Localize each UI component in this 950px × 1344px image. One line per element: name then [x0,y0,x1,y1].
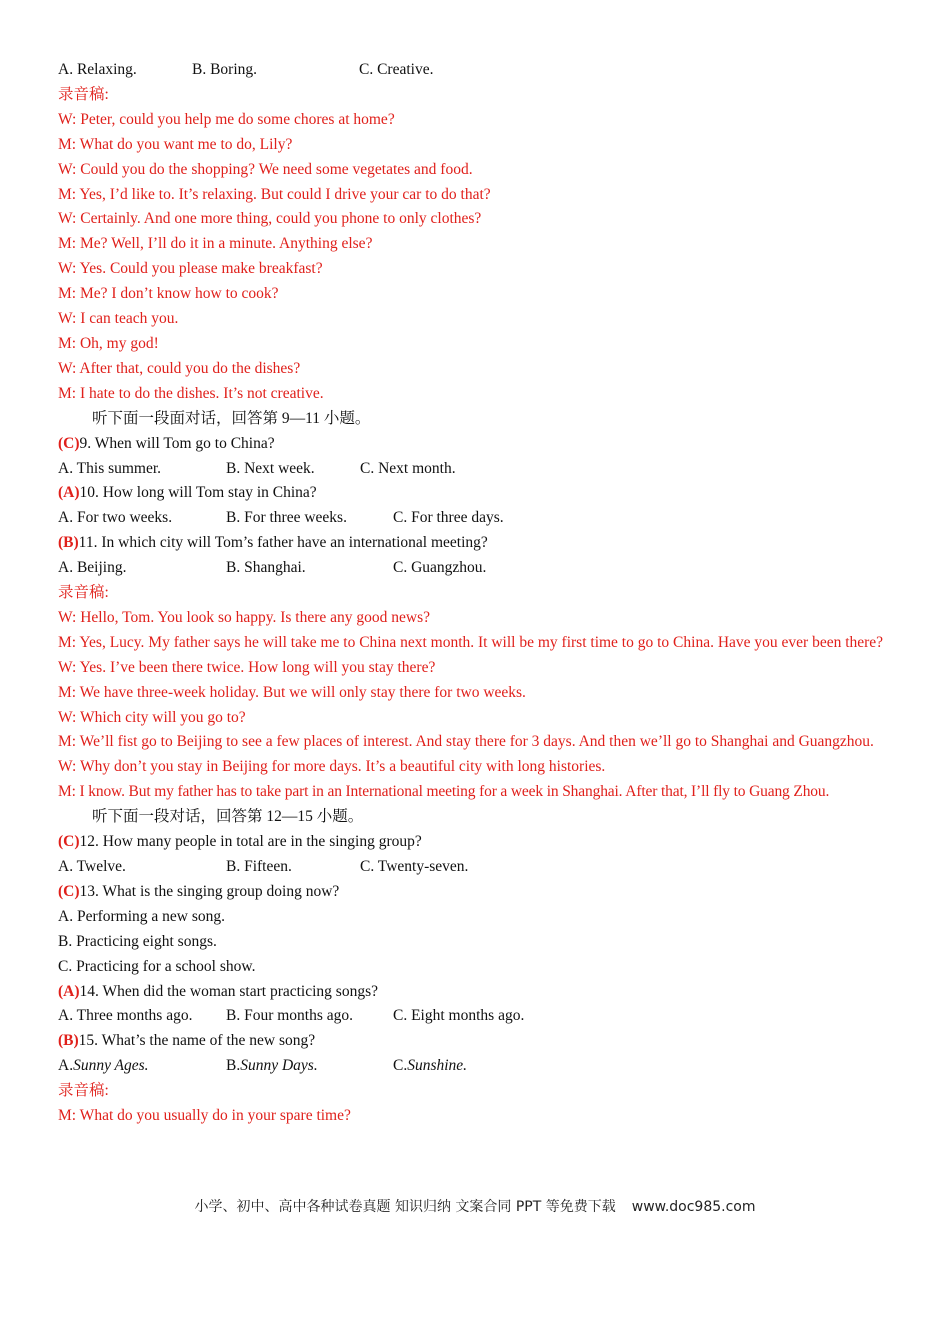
q14-options [58,1004,894,1029]
answer-key: (A) [58,982,80,1000]
script-line: W: I can teach you. [58,310,179,328]
answer-key: (B) [58,1032,79,1050]
q11-options [58,556,894,581]
script-line: M: Yes, Lucy. My father says he will take me to China next month. It will be my first time to go to China. Have you ever been there? [58,633,884,651]
option-a [58,1054,226,1079]
option-c: C. Twenty-seven. [360,858,469,875]
option-b: B. Fifteen. [226,858,292,875]
option-a: A. For two weeks. [58,509,173,527]
question-text: 12. How many people in total are in the singing group? [79,833,422,851]
option-b: B. Boring. [192,61,258,78]
script-line: W: Hello, Tom. You look so happy. Is there any good news? [58,608,431,626]
question-text: 11. In which city will Tom’s father have an international meeting? [78,534,488,552]
option-b: B. Shanghai. [226,559,306,577]
script-line: M: What do you want me to do, Lily? [58,135,293,153]
answer-key: (A) [58,484,80,502]
script-line: M: Me? Well, I’ll do it in a minute. Anything else? [58,235,373,253]
option-text: Sunny Ages. [73,1057,149,1075]
option-c: C. Creative. [359,61,434,78]
option-a: A. Relaxing. [58,61,137,78]
script-line: W: Yes. Could you please make breakfast? [58,260,323,278]
section-instruction: 听下面一段对话，回答第 12—15 小题。 [92,808,364,826]
script-line: W: Certainly. And one more thing, could you phone to only clothes? [58,210,482,228]
option-c: C. Eight months ago. [393,1007,525,1025]
option-letter: C. [393,1057,408,1075]
option-b [226,1054,393,1079]
script-line: M: Yes, I’d like to. It’s relaxing. But could I drive your car to do that? [58,185,491,203]
question-text: 14. When did the woman start practicing songs? [79,982,378,1000]
script-label: 录音稿: [58,1082,109,1100]
option-a: A. Twelve. [58,858,126,875]
answer-key: (C) [58,882,80,900]
script-line: W: After that, could you do the dishes? [58,359,301,377]
footer-url[interactable]: www.doc985.com [631,1199,756,1215]
answer-key: (C) [58,434,80,452]
script-line: M: We have three-week holiday. But we will only stay there for two weeks. [58,683,526,701]
option-text: Sunshine. [407,1057,468,1075]
script-line: W: Peter, could you help me do some chores at home? [58,110,395,128]
option-b: B. Practicing eight songs. [58,932,217,950]
question-text: 13. What is the singing group doing now? [79,882,340,900]
script-label: 录音稿: [58,85,109,103]
question-text: 9. When will Tom go to China? [79,434,275,452]
option-c: C. Guangzhou. [393,559,487,577]
q10-options [58,506,894,531]
question-11 [58,531,894,556]
question-text: 15. What’s the name of the new song? [78,1032,316,1050]
option-c [393,1054,467,1079]
script-line: M: We’ll fist go to Beijing to see a few places of interest. And stay there for 3 days. And then we’ll go to Shanghai and Guangzhou. [58,733,874,751]
q8-options [58,58,894,83]
question-10 [58,481,894,506]
question-13 [58,880,894,905]
option-b: B. For three weeks. [226,509,347,527]
question-14 [58,980,894,1005]
question-text: 10. How long will Tom stay in China? [79,484,317,502]
script-line: W: Which city will you go to? [58,708,246,726]
script-line: W: Yes. I’ve been there twice. How long will you stay there? [58,658,436,676]
footer [0,1196,950,1216]
script-line: M: I know. But my father has to take part in an International meeting for a week in Shanghai. After that, I’ll fly to Guang Zhou. [58,783,830,801]
option-letter: A. [58,1057,74,1075]
option-letter: B. [226,1057,241,1075]
script-line: M: What do you usually do in your spare time? [58,1107,351,1125]
option-a: A. Beijing. [58,559,127,577]
option-c: C. For three days. [393,509,504,527]
question-12 [58,830,894,855]
answer-key: (B) [58,534,79,552]
option-a: A. Three months ago. [58,1007,193,1025]
option-text: Sunny Days. [240,1057,318,1075]
option-c: C. Next month. [360,459,456,477]
script-label: 录音稿: [58,584,109,602]
option-c: C. Practicing for a school show. [58,957,256,975]
q15-options [58,1054,894,1079]
option-a: A. Performing a new song. [58,907,226,925]
script-line: M: I hate to do the dishes. It’s not creative. [58,384,324,402]
q9-options [58,457,894,482]
q12-options [58,855,894,880]
document-page [58,58,894,1129]
option-b: B. Four months ago. [226,1007,354,1025]
footer-text: 小学、初中、高中各种试卷真题 知识归纳 文案合同 PPT 等免费下载 [194,1199,616,1215]
script-line: M: Oh, my god! [58,334,159,352]
answer-key: (C) [58,833,80,851]
option-a: A. This summer. [58,459,162,477]
script-line: W: Why don’t you stay in Beijing for more days. It’s a beautiful city with long histories. [58,758,606,776]
script-line: M: Me? I don’t know how to cook? [58,285,279,303]
script-line: W: Could you do the shopping? We need some vegetates and food. [58,160,473,178]
option-b: B. Next week. [226,459,315,477]
section-instruction: 听下面一段面对话，回答第 9—11 小题。 [92,409,371,427]
question-15 [58,1029,894,1054]
question-9 [58,432,894,457]
